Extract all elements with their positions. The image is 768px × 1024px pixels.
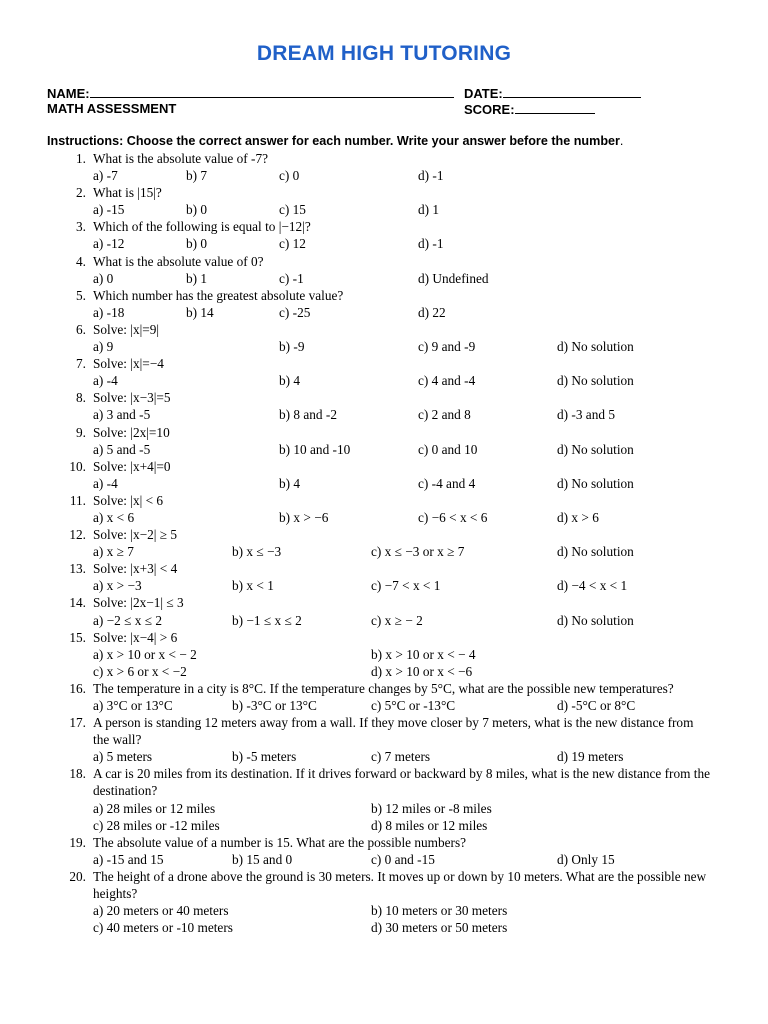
question-text: A car is 20 miles from its destination. If it drives forward or backward by 8 miles, what is the new distance from the destination? xyxy=(93,766,711,799)
question-7 xyxy=(0,355,768,389)
question-text: Solve: |x|=9| xyxy=(93,321,160,337)
answer-options xyxy=(0,902,768,919)
answer-choice[interactable]: d) -1 xyxy=(418,168,444,184)
answer-choice[interactable]: a) -15 xyxy=(93,202,125,218)
question-number: 3. xyxy=(76,219,86,235)
answer-options xyxy=(0,612,768,629)
answer-choice[interactable]: a) −2 ≤ x ≤ 2 xyxy=(93,612,162,628)
question-text: What is |15|? xyxy=(93,185,162,201)
answer-choice[interactable]: a) -15 and 15 xyxy=(93,851,164,867)
answer-options xyxy=(0,441,768,458)
answer-choice[interactable]: b) -3°C or 13°C xyxy=(232,698,317,713)
question-stem xyxy=(0,287,768,304)
question-text: Which number has the greatest absolute value? xyxy=(93,287,344,303)
answer-choice[interactable]: c) x ≥ − 2 xyxy=(371,612,423,628)
question-15 xyxy=(0,629,768,680)
answer-choice[interactable]: c) 0 and 10 xyxy=(418,441,478,457)
answer-choice[interactable]: c) 0 and -15 xyxy=(371,851,435,867)
answer-choice[interactable]: b) −1 ≤ x ≤ 2 xyxy=(232,612,302,628)
answer-choice[interactable]: d) −4 < x < 1 xyxy=(557,578,628,594)
answer-choice[interactable]: a) 5 meters xyxy=(93,749,153,765)
answer-choice[interactable]: a) 9 xyxy=(93,339,114,355)
answer-choice[interactable]: b) x > −6 xyxy=(279,509,329,525)
answer-options xyxy=(0,748,768,765)
answer-options xyxy=(0,304,768,321)
question-stem xyxy=(0,389,768,406)
question-stem xyxy=(0,184,768,201)
question-stem xyxy=(0,629,768,646)
answer-options xyxy=(0,235,768,252)
answer-choice[interactable]: b) -5 meters xyxy=(232,749,297,765)
answer-options xyxy=(0,372,768,389)
question-stem xyxy=(0,492,768,509)
question-stem xyxy=(0,424,768,441)
answer-options xyxy=(0,167,768,184)
question-5 xyxy=(0,287,768,321)
question-text: Solve: |x−3|=5 xyxy=(93,390,171,406)
question-number: 19. xyxy=(69,834,86,850)
answer-choice[interactable]: c) 12 xyxy=(279,236,306,252)
answer-choice[interactable]: c) 0 xyxy=(279,168,300,184)
answer-choice[interactable]: a) 28 miles or 12 miles xyxy=(93,800,216,816)
question-stem xyxy=(0,594,768,611)
answer-choice[interactable]: c) -25 xyxy=(279,304,311,320)
question-number: 11. xyxy=(69,492,86,508)
answer-choice[interactable]: d) 19 meters xyxy=(557,749,624,765)
question-number: 20. xyxy=(69,868,86,884)
question-text: Solve: |x|=−4 xyxy=(93,356,164,372)
score-blank[interactable] xyxy=(515,101,595,114)
question-stem xyxy=(0,321,768,338)
answer-choice[interactable]: d) 22 xyxy=(418,304,446,320)
question-number: 15. xyxy=(69,629,86,645)
question-9 xyxy=(0,424,768,458)
answer-choice[interactable]: b) x > 10 or x < − 4 xyxy=(371,646,476,662)
answer-choice[interactable]: b) -9 xyxy=(279,339,305,355)
question-10 xyxy=(0,458,768,492)
question-6 xyxy=(0,321,768,355)
answer-choice[interactable]: b) 15 and 0 xyxy=(232,851,293,867)
answer-choice[interactable]: c) 7 meters xyxy=(371,749,431,765)
question-number: 4. xyxy=(76,253,86,269)
answer-options xyxy=(0,919,768,936)
answer-choice[interactable]: c) −7 < x < 1 xyxy=(371,578,441,594)
answer-choice[interactable]: d) No solution xyxy=(557,544,634,560)
answer-choice[interactable]: c) 40 meters or -10 meters xyxy=(93,920,233,936)
question-stem xyxy=(0,355,768,372)
question-11 xyxy=(0,492,768,526)
answer-choice[interactable]: d) x > 10 or x < −6 xyxy=(371,663,473,679)
answer-choice[interactable]: c) -4 and 4 xyxy=(418,475,476,491)
answer-choice[interactable]: c) x ≤ −3 or x ≥ 7 xyxy=(371,544,465,560)
question-12 xyxy=(0,526,768,560)
answer-options xyxy=(0,338,768,355)
question-1 xyxy=(0,150,768,184)
answer-choice[interactable]: a) x ≥ 7 xyxy=(93,544,134,560)
answer-choice[interactable]: b) 14 xyxy=(186,304,214,320)
question-text: What is the absolute value of 0? xyxy=(93,253,264,269)
answer-choice[interactable]: d) No solution xyxy=(557,339,634,355)
answer-options xyxy=(0,697,768,714)
answer-choice[interactable]: a) x > −3 xyxy=(93,578,142,594)
answer-options xyxy=(0,663,768,680)
question-text: Which of the following is equal to |−12|? xyxy=(93,219,311,235)
question-stem xyxy=(0,253,768,270)
question-13 xyxy=(0,560,768,594)
question-number: 6. xyxy=(76,321,86,337)
question-19 xyxy=(0,834,768,868)
answer-choice[interactable]: a) x < 6 xyxy=(93,509,135,525)
question-4 xyxy=(0,253,768,287)
question-text: Solve: |x+4|=0 xyxy=(93,458,171,474)
question-text: A person is standing 12 meters away from a wall. If they move closer by 7 meters, what is the new distance from the wall? xyxy=(93,715,694,748)
question-stem xyxy=(0,526,768,543)
assessment-subtitle: MATH ASSESSMENT xyxy=(47,101,177,116)
answer-choice[interactable]: d) No solution xyxy=(557,475,634,491)
answer-choice[interactable]: d) No solution xyxy=(557,441,634,457)
answer-choice[interactable]: c) 9 and -9 xyxy=(418,339,476,355)
instructions-period: . xyxy=(619,134,624,148)
question-18 xyxy=(0,765,768,833)
answer-choice[interactable]: c) -1 xyxy=(279,270,304,286)
instructions xyxy=(47,134,623,148)
question-text: The height of a drone above the ground is 30 meters. It moves up or down by 10 meters. What are the possible new heights? xyxy=(93,868,707,902)
answer-choice[interactable]: a) x > 10 or x < − 2 xyxy=(93,646,197,662)
answer-choice[interactable]: d) 8 miles or 12 miles xyxy=(371,817,488,833)
answer-choice[interactable]: a) -7 xyxy=(93,168,118,184)
question-number: 13. xyxy=(69,561,86,577)
question-stem xyxy=(0,868,711,902)
question-text: Solve: |2x|=10 xyxy=(93,424,170,440)
question-number: 1. xyxy=(76,151,86,166)
answer-choice[interactable]: b) 10 and -10 xyxy=(279,441,351,457)
question-stem xyxy=(0,834,768,851)
answer-choice[interactable]: c) −6 < x < 6 xyxy=(418,509,488,525)
question-2 xyxy=(0,184,768,218)
answer-options xyxy=(0,800,768,817)
answer-options xyxy=(0,543,768,560)
answer-options xyxy=(0,270,768,287)
answer-choice[interactable]: b) 8 and -2 xyxy=(279,407,337,423)
question-stem xyxy=(0,765,711,799)
answer-choice[interactable]: b) 0 xyxy=(186,202,208,218)
date-label: DATE: xyxy=(464,86,503,101)
question-text: The absolute value of a number is 15. What are the possible numbers? xyxy=(93,834,467,850)
answer-choice[interactable]: b) x ≤ −3 xyxy=(232,544,282,560)
answer-choice[interactable]: a) 20 meters or 40 meters xyxy=(93,903,229,919)
answer-choice[interactable]: a) -12 xyxy=(93,236,125,252)
answer-choice[interactable]: c) 28 miles or -12 miles xyxy=(93,817,220,833)
answer-choice[interactable]: d) 1 xyxy=(418,202,440,218)
instructions-text: Instructions: Choose the correct answer for each number. Write your answer before the number xyxy=(47,134,620,148)
answer-choice[interactable]: b) 0 xyxy=(186,236,208,252)
answer-choice[interactable]: d) -1 xyxy=(418,236,444,252)
question-number: 17. xyxy=(69,715,86,731)
answer-choice[interactable]: d) -5°C or 8°C xyxy=(557,698,636,713)
question-number: 10. xyxy=(69,458,86,474)
answer-choice[interactable]: c) x > 6 or x < −2 xyxy=(93,663,187,679)
answer-choice[interactable]: d) No solution xyxy=(557,373,634,389)
question-text: What is the absolute value of -7? xyxy=(93,151,269,166)
question-17 xyxy=(0,714,768,765)
question-stem xyxy=(0,560,768,577)
answer-options xyxy=(0,646,768,663)
question-number: 8. xyxy=(76,390,86,406)
question-number: 14. xyxy=(69,595,86,611)
answer-choice[interactable]: b) 1 xyxy=(186,270,208,286)
answer-choice[interactable]: c) 4 and -4 xyxy=(418,373,476,389)
answer-options xyxy=(0,509,768,526)
answer-choice[interactable]: a) 5 and -5 xyxy=(93,441,151,457)
answer-options xyxy=(0,851,768,868)
question-number: 2. xyxy=(76,185,86,201)
answer-choice[interactable]: d) Undefined xyxy=(418,270,489,286)
question-stem xyxy=(0,458,768,475)
name-label: NAME: xyxy=(47,86,90,101)
question-20 xyxy=(0,868,768,936)
answer-choice[interactable]: a) 3°C or 13°C xyxy=(93,698,173,713)
answer-choice[interactable]: d) No solution xyxy=(557,612,634,628)
question-text: Solve: |2x−1| ≤ 3 xyxy=(93,595,184,611)
question-stem xyxy=(0,680,711,697)
answer-choice[interactable]: d) Only 15 xyxy=(557,851,615,867)
answer-choice[interactable]: a) -18 xyxy=(93,304,125,320)
question-number: 16. xyxy=(69,680,86,696)
question-14 xyxy=(0,594,768,628)
name-blank[interactable] xyxy=(90,85,454,98)
date-blank[interactable] xyxy=(503,85,641,98)
question-number: 5. xyxy=(76,287,86,303)
question-text: Solve: |x−2| ≥ 5 xyxy=(93,527,178,543)
question-list xyxy=(0,150,768,936)
answer-options xyxy=(0,201,768,218)
name-date-row xyxy=(47,85,747,102)
question-number: 7. xyxy=(76,356,86,372)
answer-choice[interactable]: a) -4 xyxy=(93,373,118,389)
answer-options xyxy=(0,406,768,423)
answer-options xyxy=(0,817,768,834)
question-stem xyxy=(0,714,711,748)
answer-choice[interactable]: c) 2 and 8 xyxy=(418,407,471,423)
answer-choice[interactable]: c) 15 xyxy=(279,202,306,218)
answer-choice[interactable]: b) 10 meters or 30 meters xyxy=(371,903,508,919)
question-text: The temperature in a city is 8°C. If the temperature changes by 5°C, what are the possible new temperatures? xyxy=(93,680,674,696)
answer-choice[interactable]: d) x > 6 xyxy=(557,509,599,525)
answer-choice[interactable]: b) 4 xyxy=(279,373,301,389)
question-3 xyxy=(0,218,768,252)
question-16 xyxy=(0,680,768,714)
answer-choice[interactable]: a) 0 xyxy=(93,270,114,286)
question-text: Solve: |x+3| < 4 xyxy=(93,561,178,577)
answer-choice[interactable]: a) 3 and -5 xyxy=(93,407,151,423)
answer-choice[interactable]: c) 5°C or -13°C xyxy=(371,698,456,713)
answer-choice[interactable]: d) 30 meters or 50 meters xyxy=(371,920,508,936)
answer-choice[interactable]: b) 7 xyxy=(186,168,208,184)
question-number: 18. xyxy=(69,766,86,782)
answer-choice[interactable]: d) -3 and 5 xyxy=(557,407,615,423)
question-number: 12. xyxy=(69,527,86,543)
question-stem xyxy=(0,150,768,167)
question-stem xyxy=(0,218,768,235)
question-number: 9. xyxy=(76,424,86,440)
answer-choice[interactable]: b) x < 1 xyxy=(232,578,274,594)
question-text: Solve: |x−4| > 6 xyxy=(93,629,178,645)
answer-choice[interactable]: b) 4 xyxy=(279,475,301,491)
score-label: SCORE: xyxy=(464,102,515,117)
page-title: DREAM HIGH TUTORING xyxy=(256,42,512,65)
question-text: Solve: |x| < 6 xyxy=(93,492,164,508)
answer-choice[interactable]: a) -4 xyxy=(93,475,118,491)
question-8 xyxy=(0,389,768,423)
answer-options xyxy=(0,475,768,492)
assessment-score-row xyxy=(47,101,747,117)
answer-options xyxy=(0,577,768,594)
answer-choice[interactable]: b) 12 miles or -8 miles xyxy=(371,800,492,816)
